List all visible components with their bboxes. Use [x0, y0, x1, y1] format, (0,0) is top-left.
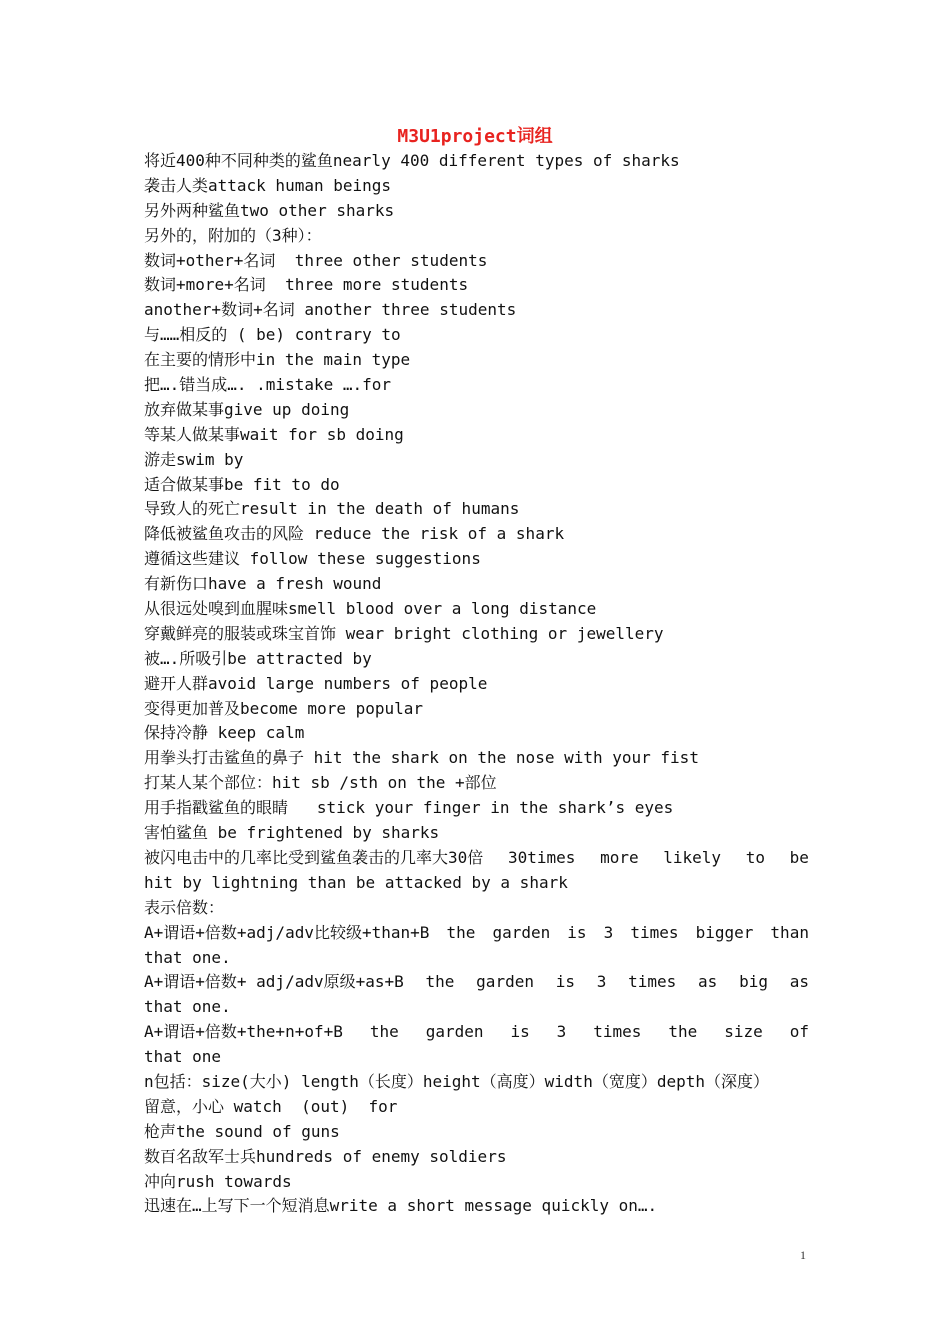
text-line: 保持冷静 keep calm: [144, 723, 305, 743]
text-line: 等某人做某事wait for sb doing: [144, 424, 404, 444]
text-line: 将近400种不同种类的鲨鱼nearly 400 different types of sharks: [144, 151, 680, 170]
text-line: 被….所吸引be attracted by: [144, 648, 372, 668]
text-line: n包括：size(大小) length（长度）height（高度）width（宽度）depth（深度）: [144, 1071, 769, 1091]
text-line: 游走swim by: [144, 449, 244, 469]
text-line: 穿戴鲜亮的服装或珠宝首饰 wear bright clothing or jewellery: [144, 623, 664, 643]
word: 3: [596, 972, 607, 992]
word: the: [668, 1022, 698, 1042]
text-line: 降低被鲨鱼攻击的风险 reduce the risk of a shark: [144, 524, 565, 544]
text-line: 数词+more+名词 three more students: [144, 275, 469, 295]
pattern-1-line: [144, 921, 809, 946]
word: as: [789, 972, 809, 992]
pattern-3-line: [144, 1020, 809, 1045]
word: 3: [556, 1022, 567, 1042]
pattern-3-cont: that one: [144, 1047, 222, 1067]
text-line: 在主要的情形中in the main type: [144, 350, 411, 370]
text-line: 有新伤口have a fresh wound: [144, 574, 382, 594]
text-line: another+数词+名词 another three students: [144, 300, 517, 320]
text-line: 袭击人类attack human beings: [144, 175, 392, 195]
text-line: 数百名敌军士兵hundreds of enemy soldiers: [144, 1146, 507, 1166]
text-line: 把….错当成…. .mistake ….for: [144, 375, 392, 395]
word: the: [425, 972, 455, 992]
text-line: 与……相反的 ( be) contrary to: [144, 325, 401, 345]
text-line: 导致人的死亡result in the death of humans: [144, 499, 520, 519]
text-line: 从很远处嗅到血腥味smell blood over a long distance: [144, 599, 597, 619]
document-title: M3U1project词组: [397, 126, 553, 147]
word: 3: [603, 922, 614, 942]
word: more: [600, 847, 639, 867]
pattern-2-line: [144, 970, 809, 995]
text-line: 枪声the sound of guns: [144, 1121, 340, 1141]
word: size: [724, 1022, 763, 1042]
word: garden: [476, 972, 534, 992]
word: 30times: [507, 847, 576, 867]
word: the: [446, 922, 476, 942]
word: is: [555, 972, 575, 992]
word: of: [789, 1022, 809, 1042]
word: the: [369, 1022, 399, 1042]
word: big: [739, 972, 768, 992]
text-line: 用手指戳鲨鱼的眼睛 stick your finger in the shark’s eyes: [144, 798, 674, 818]
text-line: 用拳头打击鲨鱼的鼻子 hit the shark on the nose with your fist: [144, 748, 699, 768]
text-line: 变得更加普及become more popular: [144, 698, 424, 718]
text-line: 冲向rush towards: [144, 1171, 292, 1191]
pattern-2-cont: that one.: [144, 997, 231, 1017]
pattern-formula: A+谓语+倍数+adj/adv比较级+than+B: [144, 922, 430, 942]
word: times: [630, 922, 679, 942]
word: bigger: [695, 922, 754, 942]
word: be: [789, 847, 809, 867]
pattern-1-cont: that one.: [144, 947, 231, 967]
likely-line-2: hit by lightning than be attacked by a shark: [144, 872, 568, 892]
likely-line-chinese: 被闪电击中的几率比受到鲨鱼袭击的几率大30倍: [144, 847, 484, 867]
text-line: 打某人某个部位：hit sb /sth on the +部位: [144, 773, 497, 793]
word: as: [698, 972, 718, 992]
text-line: 遵循这些建议 follow these suggestions: [144, 549, 481, 569]
text-line: 数词+other+名词 three other students: [144, 250, 488, 270]
text-line: 留意，小心 watch (out) for: [144, 1096, 398, 1116]
word: garden: [425, 1022, 484, 1042]
text-line: 害怕鲨鱼 be frightened by sharks: [144, 823, 440, 843]
word: is: [510, 1022, 530, 1042]
likely-line-1: [144, 846, 809, 871]
word: is: [567, 922, 587, 942]
word: than: [770, 922, 809, 942]
text-line: 另外的，附加的（3种）：: [144, 225, 322, 245]
word: likely: [663, 847, 722, 867]
text-line: 适合做某事be fit to do: [144, 474, 340, 494]
text-line: 避开人群avoid large numbers of people: [144, 673, 488, 693]
word: to: [745, 847, 765, 867]
word: garden: [492, 922, 551, 942]
text-line: 迅速在…上写下一个短消息write a short message quickly on….: [144, 1196, 658, 1216]
text-line: 另外两种鲨鱼two other sharks: [144, 200, 395, 220]
document-body: [144, 149, 809, 1219]
word: times: [593, 1022, 642, 1042]
word: times: [628, 972, 677, 992]
text-line: 放弃做某事give up doing: [144, 399, 350, 419]
pattern-formula: A+谓语+倍数+ adj/adv原级+as+B: [144, 972, 404, 992]
page-number: 1: [800, 1248, 806, 1262]
multiple-heading: 表示倍数：: [144, 897, 225, 917]
pattern-formula: A+谓语+倍数+the+n+of+B: [144, 1022, 343, 1042]
